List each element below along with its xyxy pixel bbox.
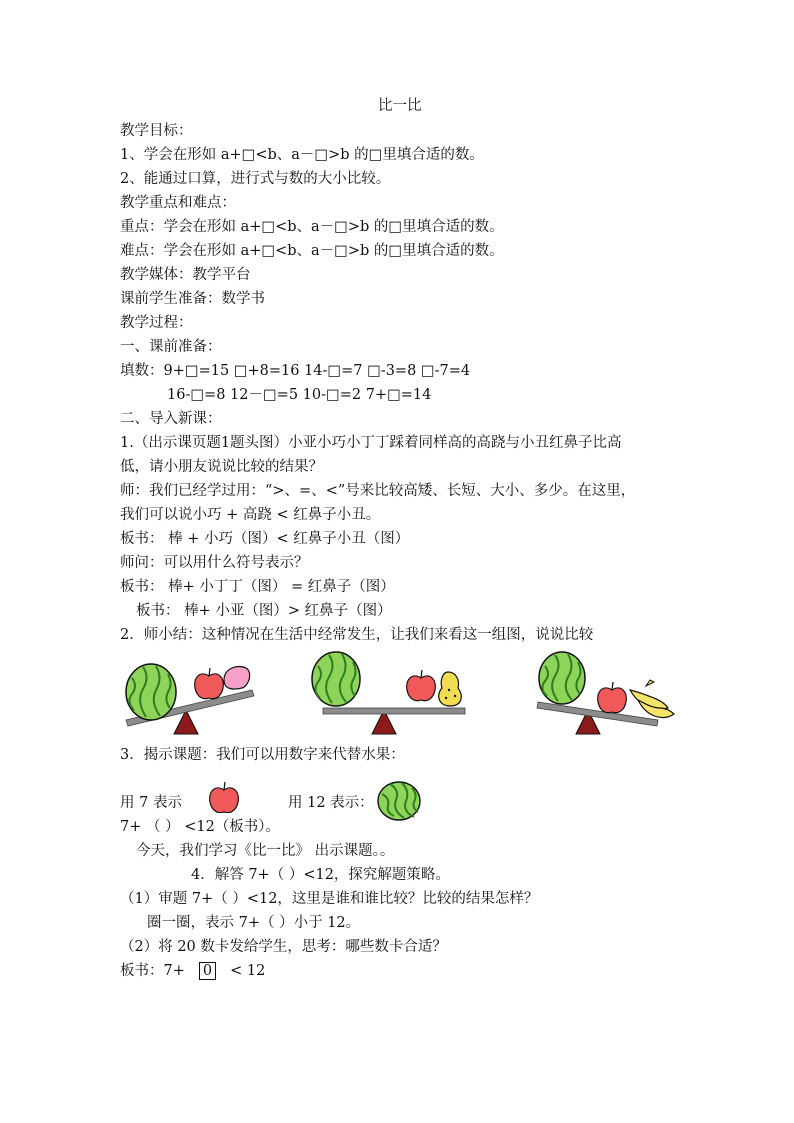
teacher-line-1: 师：我们已经学过用：“>、=、<”号来比较高矮、长短、大小、多少。在这里，	[120, 483, 636, 499]
board-note-final-prefix: 板书：7+	[120, 963, 185, 979]
paragraph-1-line-2: 低，请小朋友说说比较的结果？	[120, 459, 323, 475]
apple-icon	[209, 781, 239, 813]
apple-icon	[195, 668, 224, 699]
goal-2: 2、能通过口算，进行式与数的大小比较。	[120, 171, 391, 187]
section-heading-goals: 教学目标：	[120, 123, 193, 139]
step-4-1: （1）审题 7+（ ）<12，这里是谁和谁比较？比较的结果怎样？	[120, 891, 539, 907]
difficult-point: 难点：学会在形如 a+□<b、a－□>b 的□里填合适的数。	[120, 243, 504, 259]
watermelon-icon	[312, 652, 360, 706]
teacher-line-2: 我们可以说小巧 + 高跷 < 红鼻子小丑。	[120, 507, 381, 523]
watermelon-icon	[376, 780, 422, 822]
watermelon-icon	[126, 664, 176, 720]
peach-icon	[224, 667, 250, 690]
expression-board: 7+ （ ） <12（板书）。	[120, 819, 281, 835]
balance-scale-2	[312, 652, 465, 734]
beam-icon	[323, 708, 465, 714]
represent-12-label: 用 12 表示：	[288, 795, 374, 811]
apple-icon	[598, 682, 627, 713]
summary-line: 2．师小结：这种情况在生活中经常发生，让我们来看这一组图，说说比较	[120, 627, 594, 643]
student-preparation: 课前学生准备：数学书	[120, 291, 265, 307]
balance-scales-illustration	[118, 650, 678, 740]
balance-scale-1	[126, 664, 254, 734]
subheading-preparation: 一、课前准备：	[120, 339, 222, 355]
banana-icon	[630, 680, 674, 718]
topic-reveal: 3．揭示课题：我们可以用数字来代替水果：	[120, 747, 405, 763]
board-note-3: 板书： 棒+ 小亚（图）> 红鼻子（图）	[136, 603, 392, 619]
number-card-box: 0	[199, 962, 216, 980]
board-note-2: 板书： 棒+ 小丁丁（图） = 红鼻子（图）	[120, 579, 395, 595]
board-note-1: 板书： 棒 + 小巧（图）< 红鼻子小丑（图）	[120, 531, 410, 547]
board-note-final-suffix: < 12	[230, 963, 266, 979]
board-note-final	[120, 961, 265, 981]
apple-icon	[407, 670, 436, 701]
beam-icon	[537, 702, 658, 726]
section-heading-key-points: 教学重点和难点：	[120, 195, 236, 211]
watermelon-icon	[539, 652, 585, 704]
represent-7-label: 用 7 表示	[120, 795, 182, 811]
goal-1: 1、学会在形如 a+□<b、a－□>b 的□里填合适的数。	[120, 147, 484, 163]
step-4: 4．解答 7+（ ）<12，探究解题策略。	[191, 867, 450, 883]
fill-numbers-row-1: 填数：9+□=15 □+8=16 14-□=7 □-3=8 □-7=4	[120, 363, 471, 379]
step-4-1-circle: 圈一圈，表示 7+（ ）小于 12。	[147, 915, 361, 931]
balance-scale-3	[537, 652, 674, 734]
section-heading-process: 教学过程：	[120, 315, 193, 331]
pear-icon	[439, 672, 462, 706]
paragraph-1-line-1: 1.（出示课页题1题头图）小亚小巧小丁丁踩着同样高的高跷与小丑红鼻子比高	[120, 435, 622, 451]
subheading-new-lesson: 二、导入新课：	[120, 411, 222, 427]
page-title: 比一比	[378, 98, 422, 114]
key-point: 重点：学会在形如 a+□<b、a－□>b 的□里填合适的数。	[120, 219, 504, 235]
today-topic: 今天，我们学习《比一比》 出示课题。。	[136, 843, 395, 859]
fill-numbers-row-2: 16-□=8 12－□=5 10-□=2 7+□=14	[167, 387, 432, 403]
teacher-question: 师问：可以用什么符号表示？	[120, 555, 309, 571]
step-4-2: （2）将 20 数卡发给学生，思考：哪些数卡合适？	[120, 939, 447, 955]
teaching-media: 教学媒体：教学平台	[120, 267, 251, 283]
